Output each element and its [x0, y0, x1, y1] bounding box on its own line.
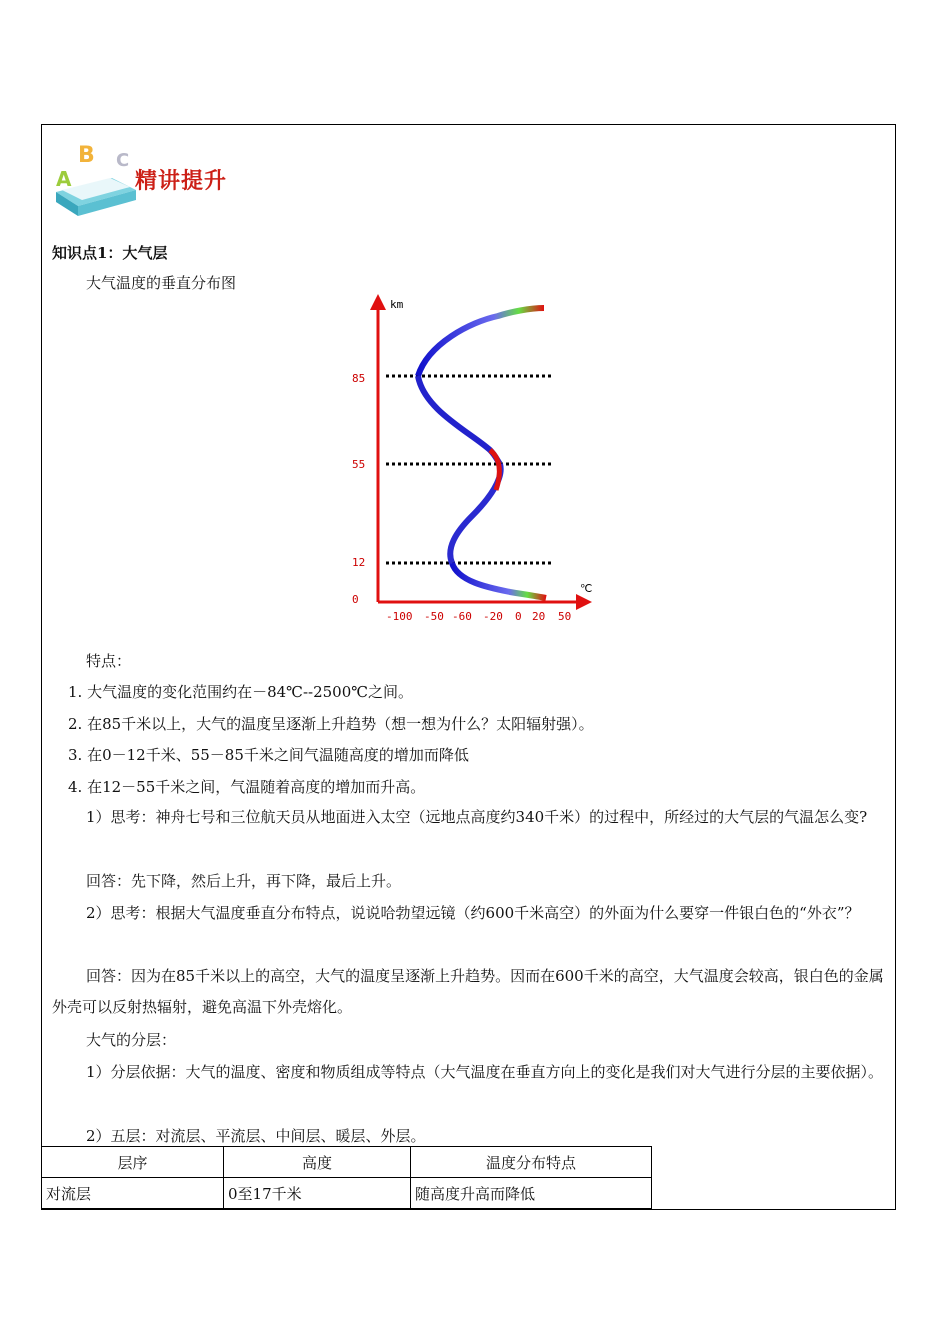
- table-row: [42, 1178, 652, 1209]
- curve-thermosphere: [418, 308, 544, 376]
- header-temperature: 温度分布特点: [411, 1147, 652, 1178]
- x-tick-3: -60: [452, 610, 472, 622]
- section-heading: 知识点1：大气层: [52, 244, 168, 262]
- question-2: 2）思考：根据大气温度垂直分布特点，说说哈勃望远镜（约600千米高空）的外面为什么要穿一件银白色的“外衣”？: [86, 904, 860, 922]
- cell-layer: 对流层: [42, 1178, 224, 1209]
- banner-title: 精讲提升: [135, 169, 228, 194]
- x-tick-4: -20: [483, 610, 503, 622]
- answer-1: 回答：先下降，然后上升，再下降，最后上升。: [86, 872, 402, 890]
- answer-2: 回答：因为在85千米以上的高空，大气的温度呈逐渐上升趋势。因而在600千米的高空，大气温度会较高，银白色的金属外壳可以反射热辐射，避免高温下外壳熔化。: [52, 967, 884, 1016]
- y-tick-12: 12: [352, 556, 366, 569]
- layers-title: 大气的分层：: [86, 1031, 177, 1049]
- y-tick-85: 85: [352, 372, 366, 385]
- curve-troposphere: [452, 563, 546, 598]
- table-header-row: [42, 1147, 652, 1178]
- x-axis-arrow: [576, 594, 592, 610]
- svg-text:B: B: [78, 143, 95, 168]
- curve-mesosphere: [418, 376, 500, 464]
- five-layers: 2）五层：对流层、平流层、中间层、暖层、外层。: [86, 1127, 426, 1145]
- cell-temperature: 随高度升高而降低: [411, 1178, 652, 1209]
- cell-height: 0至17千米: [224, 1178, 411, 1209]
- x-tick-5: 0: [515, 610, 522, 622]
- feature-4: 4. 在12－55千米之间，气温随着高度的增加而升高。: [68, 778, 426, 796]
- svg-text:C: C: [116, 150, 130, 171]
- question-1: 1）思考：神舟七号和三位航天员从地面进入太空（远地点高度约340千米）的过程中，所经过的大气层的气温怎么变?: [86, 808, 868, 826]
- figure-caption: 大气温度的垂直分布图: [86, 274, 237, 292]
- header-order: 层序: [42, 1147, 224, 1178]
- feature-3: 3. 在0－12千米、55－85千米之间气温随高度的增加而降低: [68, 746, 469, 764]
- header-height: 高度: [224, 1147, 411, 1178]
- x-tick-6: 20: [532, 610, 546, 622]
- x-axis-label: ℃: [580, 582, 593, 595]
- x-tick-1: -100: [386, 610, 413, 622]
- svg-text:A: A: [56, 167, 72, 191]
- feature-2: 2. 在85千米以上，大气的温度呈逐渐上升趋势（想一想为什么？太阳辐射强）。: [68, 715, 594, 733]
- layer-basis: 1）分层依据：大气的温度、密度和物质组成等特点（大气温度在垂直方向上的变化是我们对大气进行分层的主要依据）。: [86, 1063, 884, 1081]
- curve-stratosphere: [450, 464, 500, 563]
- feature-1: 1. 大气温度的变化范围约在－84℃--2500℃之间。: [68, 683, 414, 701]
- features-title: 特点：: [86, 652, 132, 670]
- x-tick-2: -50: [424, 610, 444, 622]
- temperature-profile-chart: [340, 292, 600, 622]
- layers-table: [41, 1146, 652, 1209]
- y-axis-arrow: [370, 294, 386, 310]
- y-tick-0: 0: [352, 593, 359, 606]
- x-tick-7: 50: [558, 610, 572, 622]
- y-tick-55: 55: [352, 458, 366, 471]
- y-axis-label: km: [390, 298, 404, 311]
